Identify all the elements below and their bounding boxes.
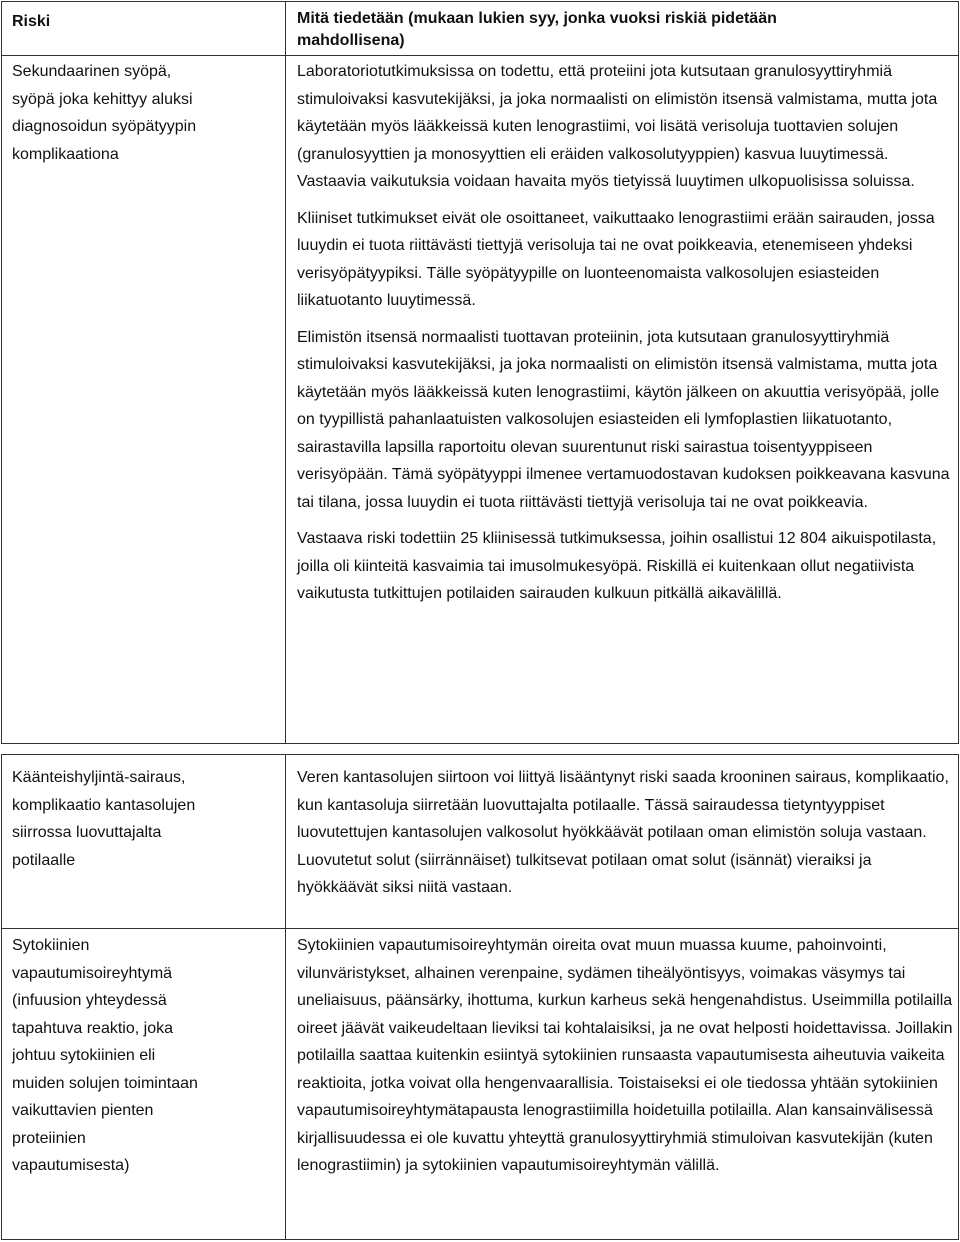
row-1-paragraph-1: Laboratoriotutkimuksissa on todettu, että proteiini jota kutsutaan granulosyyttiryhmiä stimuloivaksi kasvutekijäksi, ja joka normaalisti on elimistön itsensä valmistama, mutta jota käytetään myös lääkkeissä kuten lenograstiimi, voi lisätä verisoluja tuottavien solujen (granulosyyttien ja monosyyttien eli eräiden valkosolutyyppien) kasvua luuytimessä. Vastaavia vaikutuksia voidaan havaita myös tietyissä luuytimen ulkopuolisissa soluissa. xyxy=(297,63,938,190)
row-divider xyxy=(1,928,959,929)
row-3-paragraph-1: Sytokiinien vapautumisoireyhtymän oireita ovat muun muassa kuume, pahoinvointi, vilunväristykset, alhainen verenpaine, sydämen tiheälyöntisyys, voimakas väsymys tai uneliaisuus, päänsärky, ihottuma, kurkun karheus sekä hengenahdistus. Useimmilla potilailla oireet jäävät vaikeudeltaan lieviksi tai kohtalaisiksi, ja ne ovat helposti hoidettavissa. Joillakin potilailla saattaa kuitenkin esiintyä sytokiinien runsaasta vapautumisesta aiheutuvia vaikeita reaktioita, jotka voivat olla hengenvaarallisia. Toistaiseksi ei ole tiedossa yhtään sytokiinien vapautumisoireyhtymätapausta lenograstiimilla hoidetuilla potilailla. Alan kansainvälisessä kirjallisuudessa ei ole kuvattu yhteyttä granulosyyttiryhmiä stimuloivan kasvutekijän (kuten lenograstiimin) ja sytokiinien vapautumisoireyhtymän välillä. xyxy=(297,937,953,1174)
header-risk: Riski xyxy=(12,13,51,30)
row-3-description xyxy=(297,932,953,1189)
row-1-paragraph-4: Vastaava riski todettiin 25 kliinisessä tutkimuksessa, joihin osallistui 12 804 aikuispotilasta, joilla oli kiinteitä kasvaimia tai imusolmukesyöpä. Riskillä ei kuitenkaan ollut negatiivista vaikutusta tutkittujen potilaiden sairauden kulkuun pitkällä aikavälillä. xyxy=(297,530,937,602)
column-divider-bottom xyxy=(285,754,286,1240)
header-known: Mitä tiedetään (mukaan lukien syy, jonka vuoksi riskiä pidetään mahdollisena) xyxy=(297,10,777,49)
row-1-paragraph-2: Kliiniset tutkimukset eivät ole osoittaneet, vaikuttaako lenograstiimi erään sairauden, jossa luuydin ei tuota riittävästi tiettyjä verisoluja tai ne ovat poikkeavia, etenemiseen yhdeksi verisyöpätyypiksi. Tälle syöpätyypille on luonteenomaista valkosolujen esiasteiden liikatuotanto luuytimessä. xyxy=(297,209,935,309)
row-2-paragraph-1: Veren kantasolujen siirtoon voi liittyä lisääntynyt riski saada krooninen sairaus, komplikaatio, kun kantasoluja siirretään luovuttajalta potilaalle. Tässä sairaudessa tietyntyyppiset luovutettujen kantasolujen valkosolut hyökkäävät potilaan oman elimistön soluja vastaan. Luovutetut solut (siirrännäiset) tulkitsevat potilaan omat solut (isännät) vieraiksi ja hyökkäävät siksi niitä vastaan. xyxy=(297,769,949,896)
row-1-risk: Sekundaarinen syöpä, syöpä joka kehittyy aluksi diagnosoidun syöpätyypin komplikaationa xyxy=(12,63,197,163)
column-divider-top xyxy=(285,1,286,744)
row-1-description xyxy=(297,58,953,617)
header-divider xyxy=(1,55,959,56)
row-2-risk: Käänteishyljintä-sairaus, komplikaatio kantasolujen siirrossa luovuttajalta potilaalle xyxy=(12,769,196,869)
row-3-risk: Sytokiinien vapautumisoireyhtymä (infuusion yhteydessä tapahtuva reaktio, joka johtuu sytokiinien eli muiden solujen toimintaan vaikuttavien pienten proteiinien vapautumisesta) xyxy=(12,937,198,1174)
row-2-description xyxy=(297,764,953,911)
row-1-paragraph-3: Elimistön itsensä normaalisti tuottavan proteiinin, jota kutsutaan granulosyyttiryhmiä stimuloivaksi kasvutekijäksi, ja joka normaalisti on elimistön itsensä valmistama, mutta jota käytetään myös lääkkeissä kuten lenograstiimi, käytön jälkeen on akuuttia verisyöpää, jolle on tyypillistä pahanlaatuisten valkosolujen esiasteiden eli lymfoplastien liikatuotanto, sairastavilla lapsilla raportoitu olevan suurentunut riski sairastua toisentyyppiseen verisyöpään. Tämä syöpätyyppi ilmenee vertamuodostavan kudoksen poikkeavana kasvuna tai tilana, jossa luuydin ei tuota riittävästi tiettyjä verisoluja tai ne ovat poikkeavia. xyxy=(297,328,950,511)
